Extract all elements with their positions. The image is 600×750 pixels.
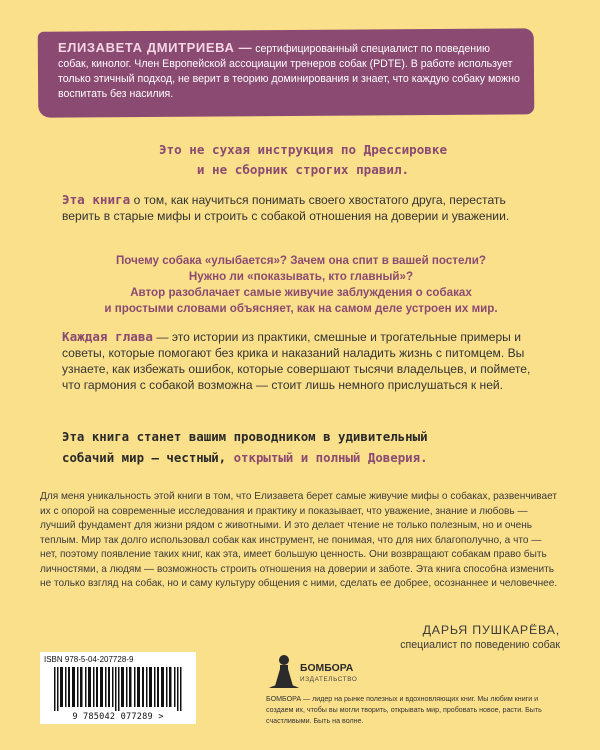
subtitle (88, 140, 518, 180)
publisher-subtitle: ИЗДАТЕЛЬСТВО (300, 676, 358, 683)
subtitle-line-1: Это не сухая инструкция по Дрессировке (158, 142, 448, 157)
author-bio-text: сертифицированный специалист по поведению собак, кинолог. Член Европейской ассоциации тренеров собак (PDTE). В работе использует только этичный подход, не верит в теорию доминирования и знает, что каждую собаку можно воспитать без насилия. (58, 43, 520, 100)
reviewer-role: специалист по поведению собак (400, 639, 560, 651)
highlight-line-2: собачий мир — честный, (62, 450, 234, 465)
intro-lead: Эта книга (62, 192, 131, 207)
author-bio (58, 40, 520, 102)
question-line-2: Нужно ли «показывать, кто главный»? (188, 270, 414, 283)
barcode-area (40, 652, 196, 724)
publisher-description: БОМБОРА — лидер на рынке полезных и вдохновляющих книг. Мы любим книги и создаем их, чтобы вы могли творить, открывать мир, пробовать новое, расти. Быть счастливыми. Быть на волне. (266, 695, 542, 725)
intro-text: о том, как научиться понимать своего хвостатого друга, перестать верить в старые мифы и строить с собакой отношения на доверии и уважении. (62, 193, 510, 223)
chapters-paragraph (62, 329, 538, 393)
question-line-1: Почему собака «улыбается»? Зачем она спит в вашей постели? (115, 254, 487, 267)
review-text: Для меня уникальность этой книги в том, что Елизавета берет самые живучие мифы о собаках, развенчивает их с опорой на современные исследования и практику и показывает, что уважение, знание и любовь — лучший фундамент для жизни рядом с животными. И это делает чтение не только полезным, но и очень теплым. Мир так долго использовал собак как инструмент, не понимая, что для них благополучно, а что — нет, поэтому появление таких книг, как эта, имеет большую ценность. Они возвращают собакам право быть личностями, а людям — возможность строить отношения на доверии и заботе. Эта книга способна изменить не только взгляд на собак, но и саму культуру общения с ними, сделать ее добрее, осознаннее и человечнее. (40, 491, 558, 589)
barcode-icon (54, 667, 182, 711)
highlight-accent: открытый и полный Доверия. (233, 450, 428, 465)
question-line-3: Автор разоблачает самые живучие заблуждения о собаках (130, 286, 472, 299)
bombora-logo-icon (266, 652, 302, 690)
reviewer-name: ДАРЬЯ ПУШКАРЁВА, (422, 623, 560, 637)
highlight-statement (62, 426, 542, 468)
subtitle-line-2: и не сборник строгих правил. (196, 162, 410, 177)
chapters-lead: Каждая глава (62, 329, 153, 344)
intro-paragraph (62, 192, 538, 224)
chapters-text: — это истории из практики, смешные и трогательные примеры и советы, которые помогают без крика и наказаний наладить жизнь с питомцем. Вы узнаете, как избежать ошибок, которые совершают тысячи владельцев, и поймете, что гармония с собакой возможна — стоит лишь немного прислушаться к ней. (62, 330, 531, 392)
highlight-line-1: Эта книга станет вашим проводником в удивительный (62, 429, 428, 444)
barcode-number: 9 785042 077289 > (72, 712, 164, 722)
questions-block (70, 253, 532, 317)
isbn: ISBN 978-5-04-207728-9 (44, 655, 134, 664)
question-line-4: и простыми словами объясняет, как на самом деле устроен их мир. (104, 302, 498, 315)
publisher-name: БОМБОРА (300, 663, 354, 674)
review-signature (400, 623, 560, 651)
author-name: ЕЛИЗАВЕТА ДМИТРИЕВА — (58, 40, 253, 55)
